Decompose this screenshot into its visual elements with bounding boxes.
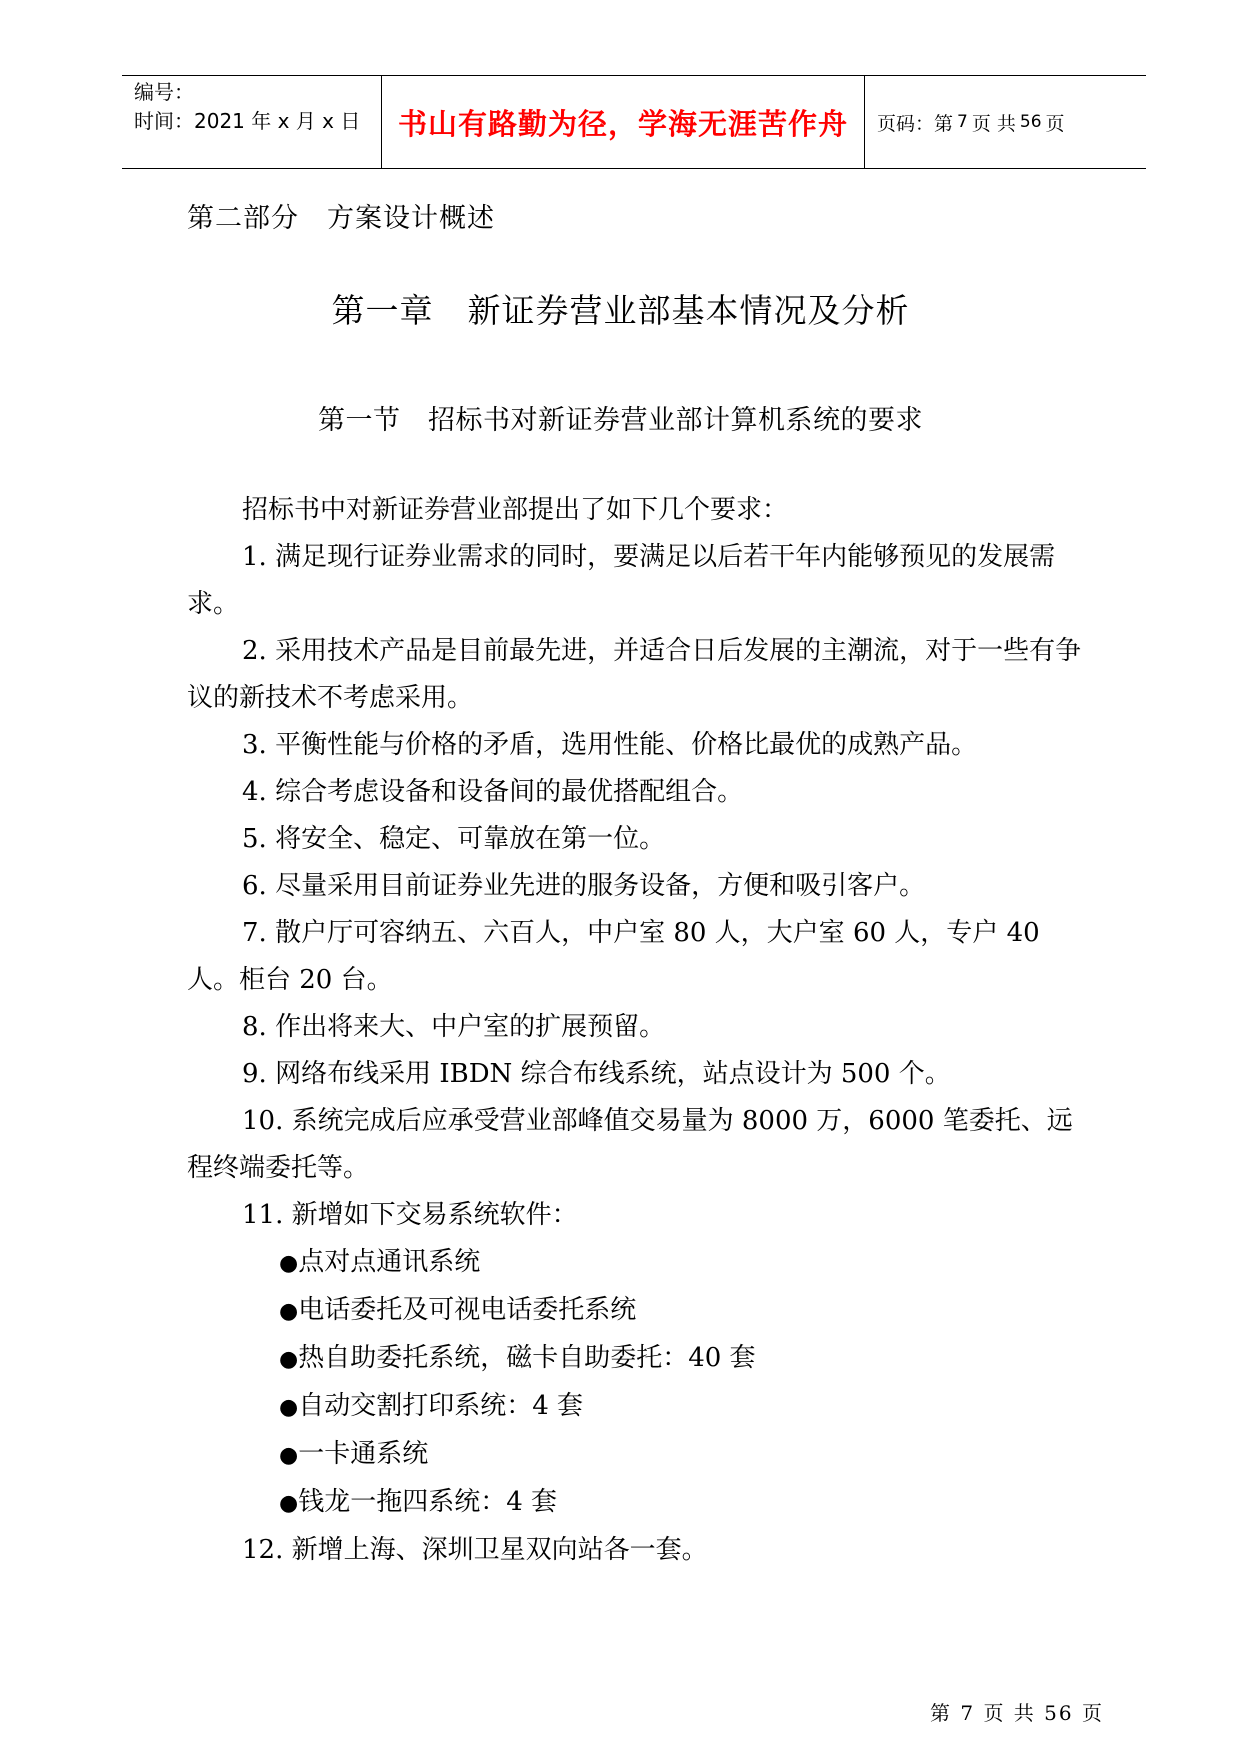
document-number-label: 编号：	[134, 80, 194, 104]
requirement-item: 4. 综合考虑设备和设备间的最优搭配组合。	[242, 777, 744, 807]
header-motto: 书山有路勤为径，学海无涯苦作舟	[382, 76, 865, 168]
requirement-item: 11. 新增如下交易系统软件：	[242, 1200, 578, 1230]
page-total: 56	[1019, 112, 1042, 132]
page-footer: 第 7 页 共 56 页	[930, 1701, 1104, 1725]
requirement-item: 5. 将安全、稳定、可靠放在第一位。	[242, 824, 666, 854]
page-mid: 页 共	[971, 112, 1016, 135]
software-bullet: ●热自助委托系统，磁卡自助委托：40 套	[279, 1343, 756, 1373]
requirement-item: 7. 散户厅可容纳五、六百人，中户室 80 人，大户室 60 人，专户 40 人。柜台 20 台。	[187, 918, 1040, 995]
header-page-number	[865, 76, 1146, 168]
part-title: 第二部分 方案设计概述	[187, 203, 495, 234]
page-prefix: 页码：第	[877, 112, 954, 135]
chapter-title: 第一章 新证券营业部基本情况及分析	[331, 291, 910, 330]
page-current: 7	[957, 112, 968, 132]
software-bullet: ●电话委托及可视电话委托系统	[279, 1295, 637, 1325]
requirement-item: 1. 满足现行证券业需求的同时，要满足以后若干年内能够预见的发展需求。	[187, 542, 1056, 619]
software-bullet: ●点对点通讯系统	[279, 1247, 481, 1277]
intro-paragraph: 招标书中对新证券营业部提出了如下几个要求：	[242, 495, 789, 525]
document-body	[187, 487, 1087, 1574]
requirement-item: 12. 新增上海、深圳卫星双向站各一套。	[242, 1535, 708, 1565]
document-time-label: 时间：2021 年 x 月 x 日	[134, 109, 361, 133]
requirement-item: 8. 作出将来大、中户室的扩展预留。	[242, 1012, 666, 1042]
requirement-item: 10. 系统完成后应承受营业部峰值交易量为 8000 万，6000 笔委托、远程终端委托等。	[187, 1106, 1073, 1183]
software-bullet: ●钱龙一拖四系统：4 套	[279, 1487, 558, 1517]
bullet-icon: ●	[279, 1395, 299, 1420]
page-header	[122, 75, 1146, 169]
page-suffix: 页	[1045, 112, 1065, 135]
requirement-item: 9. 网络布线采用 IBDN 综合布线系统，站点设计为 500 个。	[242, 1059, 951, 1089]
requirement-item: 6. 尽量采用目前证券业先进的服务设备，方便和吸引客户。	[242, 871, 926, 901]
requirement-item: 3. 平衡性能与价格的矛盾，选用性能、价格比最优的成熟产品。	[242, 730, 978, 760]
bullet-icon: ●	[279, 1491, 299, 1516]
requirement-item: 2. 采用技术产品是目前最先进，并适合日后发展的主潮流，对于一些有争议的新技术不考虑采用。	[187, 636, 1082, 713]
header-meta	[122, 76, 382, 168]
bullet-icon: ●	[279, 1299, 299, 1324]
bullet-icon: ●	[279, 1347, 299, 1372]
software-bullet: ●一卡通系统	[279, 1439, 429, 1469]
bullet-icon: ●	[279, 1251, 299, 1276]
bullet-icon: ●	[279, 1443, 299, 1468]
section-title: 第一节 招标书对新证券营业部计算机系统的要求	[318, 405, 923, 436]
software-bullet: ●自动交割打印系统：4 套	[279, 1391, 584, 1421]
